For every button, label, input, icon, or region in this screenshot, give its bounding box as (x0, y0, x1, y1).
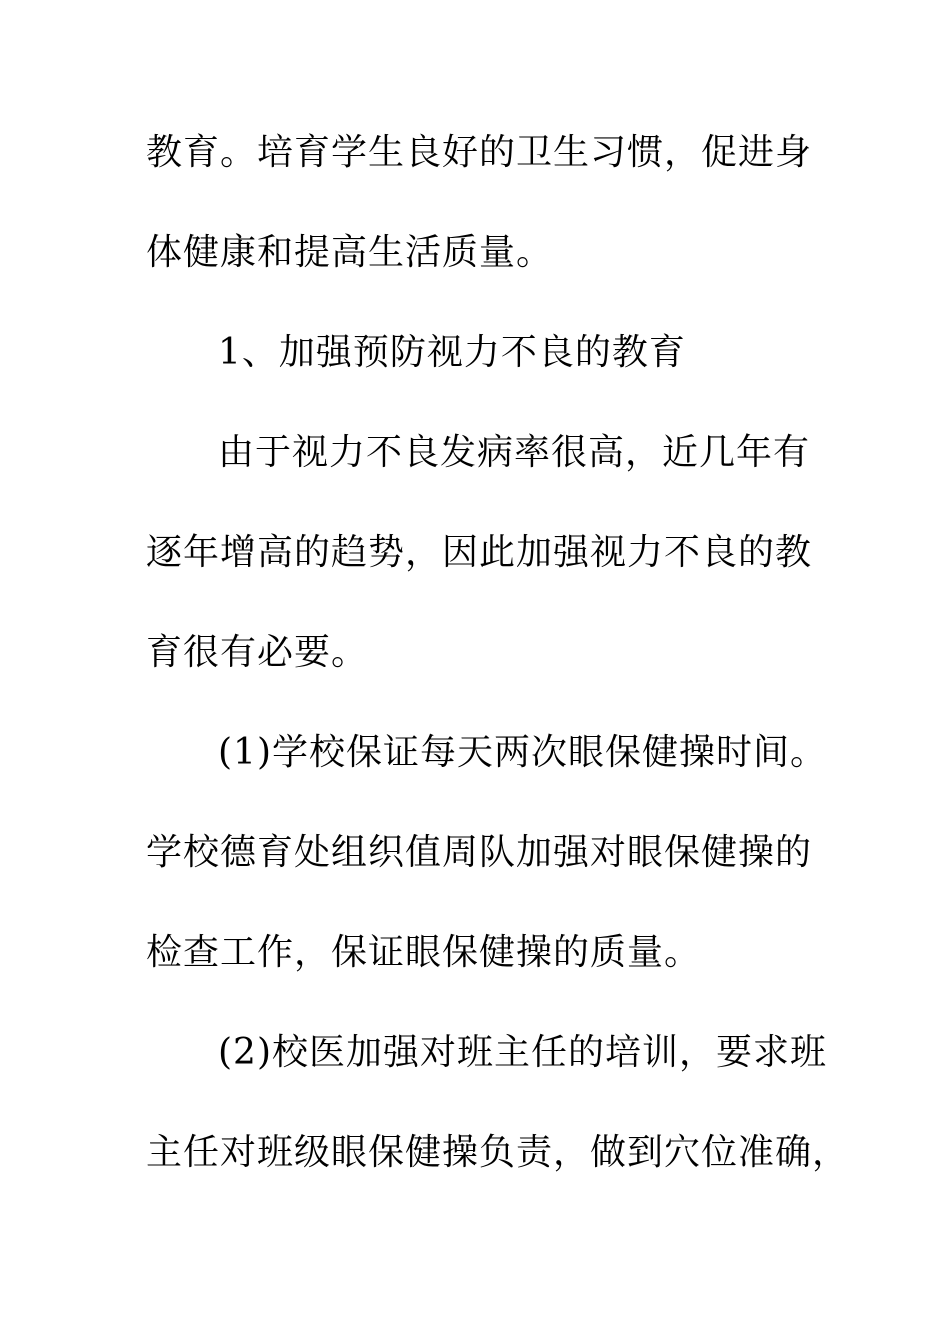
text-line-7: (1)学校保证每天两次眼保健操时间。 (218, 732, 827, 773)
text-line-8: 学校德育处组织值周队加强对眼保健操的 (146, 832, 813, 873)
text-line-1: 教育。培育学生良好的卫生习惯，促进身 (146, 132, 813, 173)
text-line-2: 体健康和提高生活质量。 (146, 232, 554, 273)
text-line-4: 由于视力不良发病率很高，近几年有 (218, 432, 811, 473)
text-line-6: 育很有必要。 (146, 632, 369, 673)
section-heading: 1、加强预防视力不良的教育 (218, 332, 686, 373)
text-line-9: 检查工作，保证眼保健操的质量。 (146, 932, 702, 973)
text-line-5: 逐年增高的趋势，因此加强视力不良的教 (146, 532, 813, 573)
text-line-10: (2)校医加强对班主任的培训，要求班 (218, 1032, 827, 1073)
text-line-11: 主任对班级眼保健操负责，做到穴位准确， (146, 1132, 850, 1173)
